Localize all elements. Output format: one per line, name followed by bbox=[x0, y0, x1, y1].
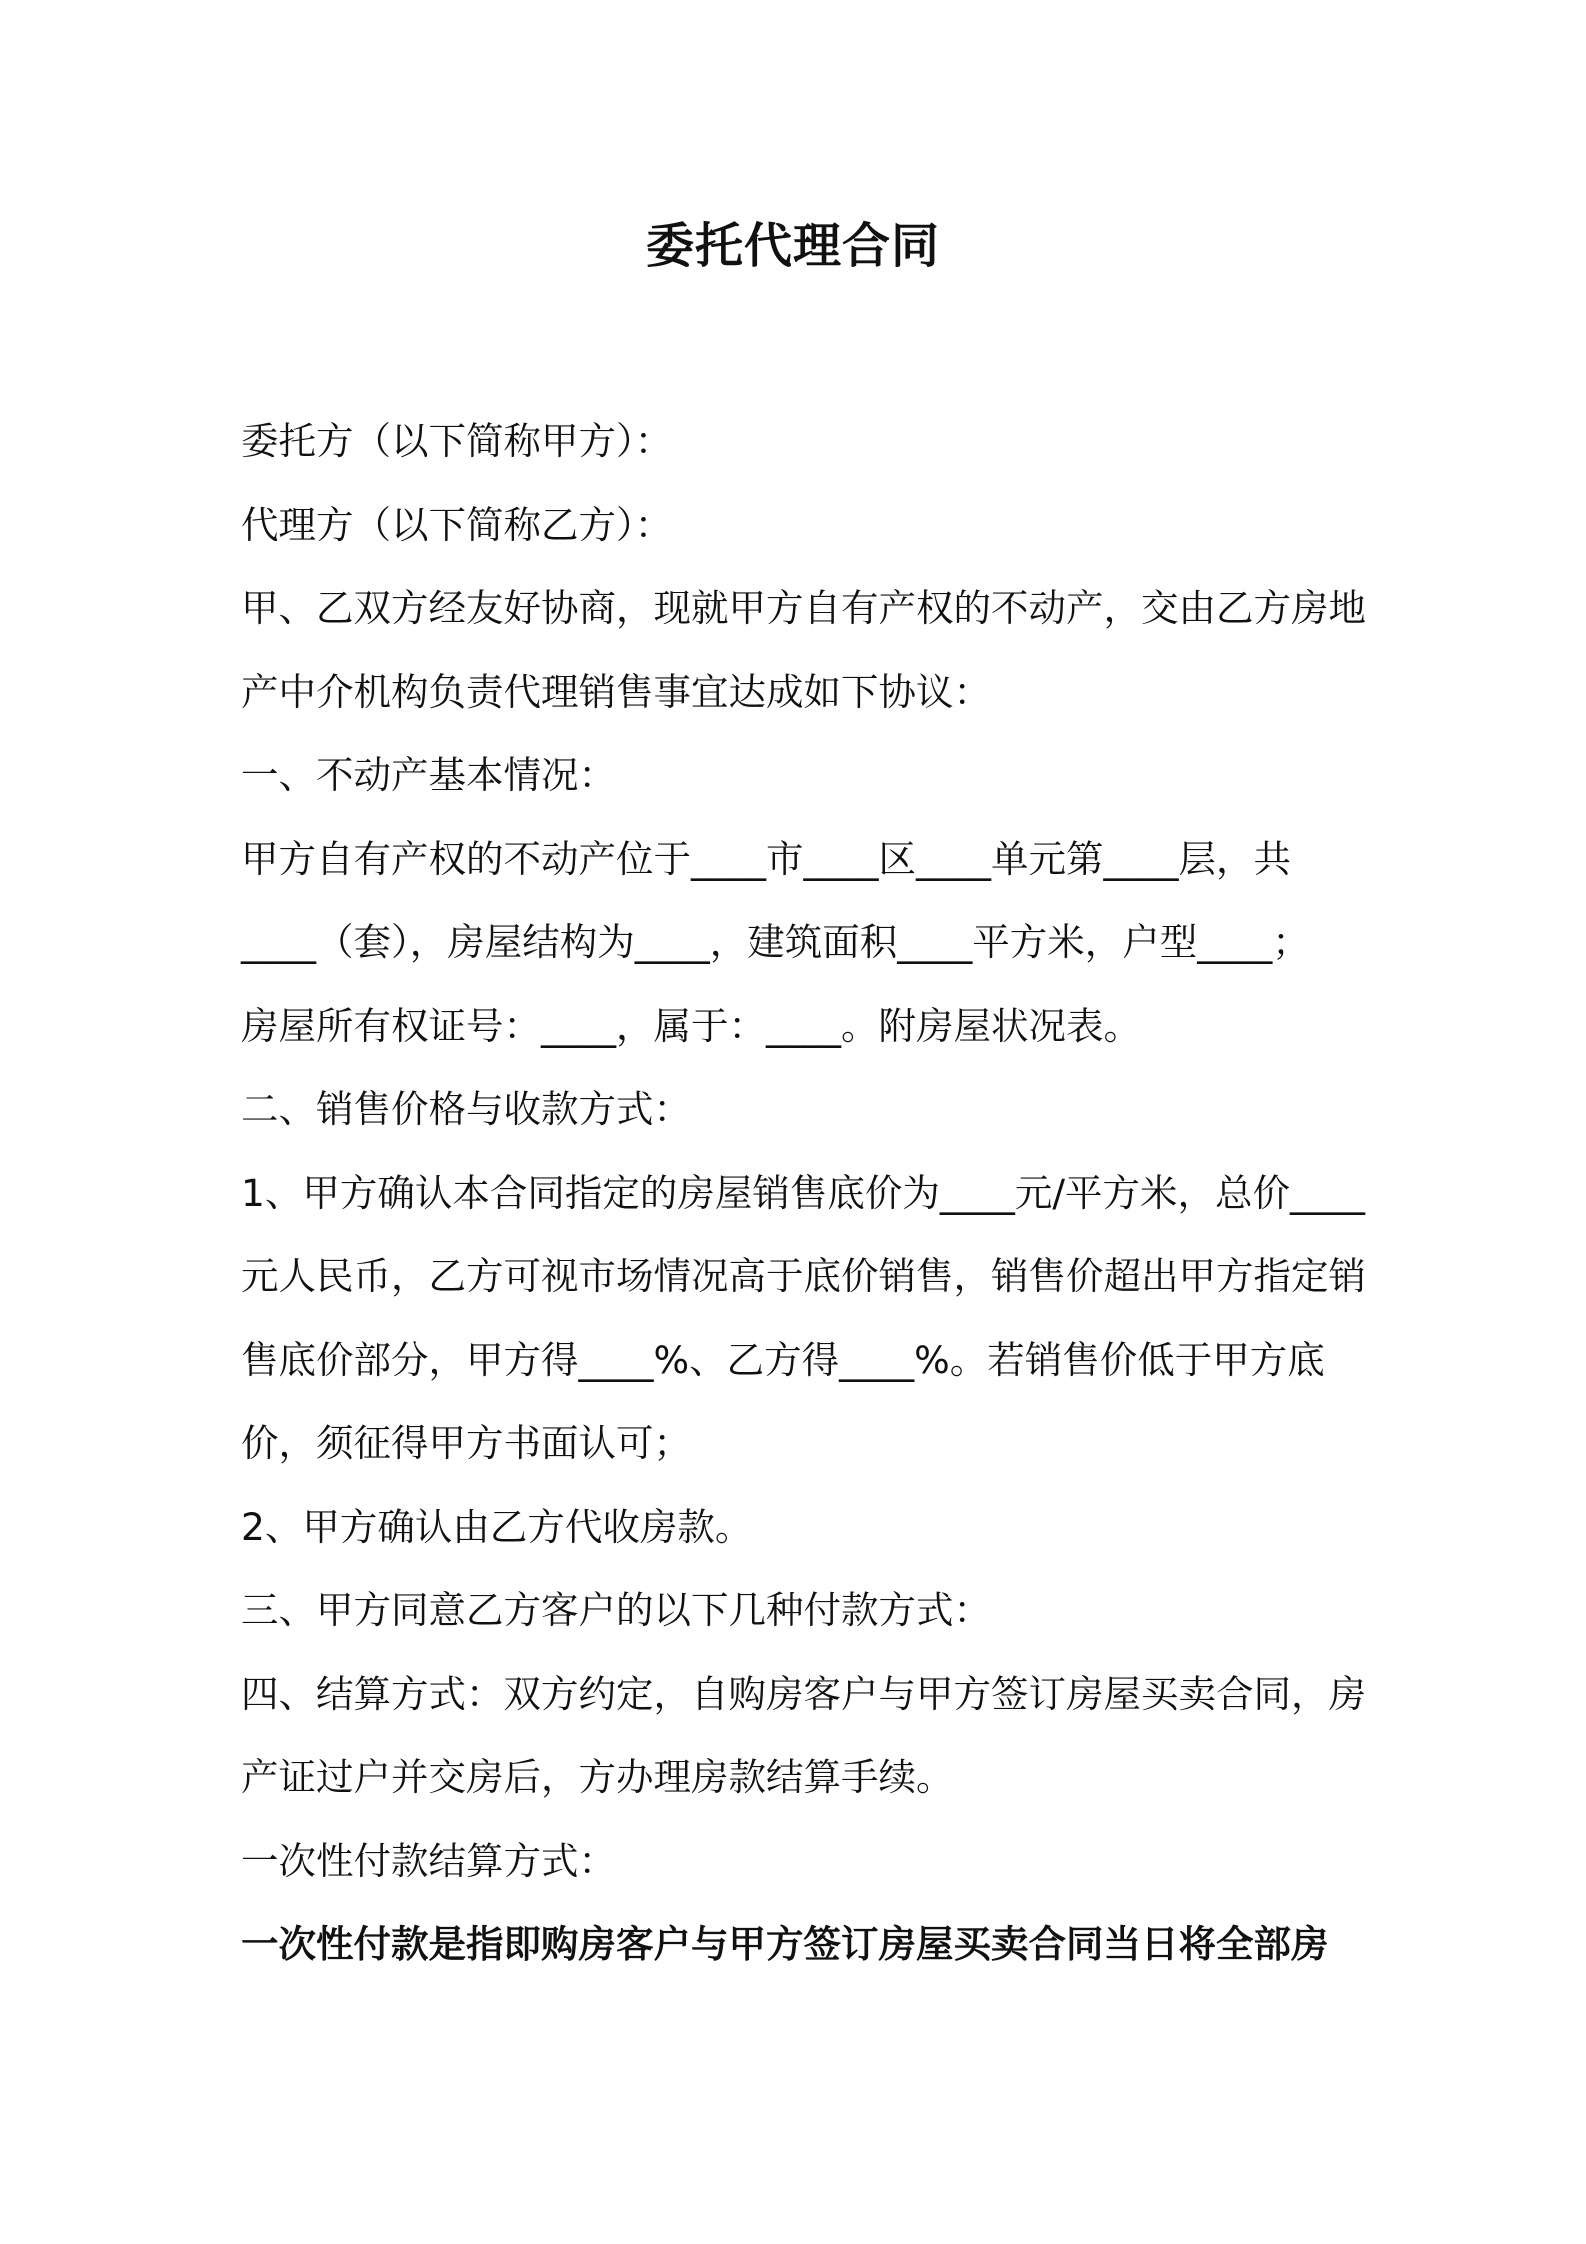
property-line: 房屋所有权证号：____，属于：____。附房屋状况表。 bbox=[241, 1003, 1141, 1048]
price-line: 价，须征得甲方书面认可； bbox=[241, 1421, 691, 1465]
payment-line: 2、甲方确认由乙方代收房款。 bbox=[241, 1504, 753, 1549]
section-heading: 二、销售价格与收款方式： bbox=[241, 1087, 691, 1131]
property-line: 甲方自有产权的不动产位于____市____区____单元第____层，共 bbox=[241, 836, 1291, 881]
property-line: ____（套），房屋结构为____，建筑面积____平方米，户型____； bbox=[241, 920, 1310, 964]
clause-agent: 代理方（以下简称乙方）： bbox=[241, 502, 673, 547]
settlement-line: 产证过户并交房后，方办理房款结算手续。 bbox=[241, 1755, 954, 1799]
price-line: 售底价部分，甲方得____%、乙方得____%。若销售价低于甲方底 bbox=[241, 1337, 1325, 1382]
price-line: 元人民币，乙方可视市场情况高于底价销售，销售价超出甲方指定销 bbox=[241, 1254, 1366, 1298]
subheading: 一次性付款结算方式： bbox=[241, 1838, 616, 1883]
intro-line: 产中介机构负责代理销售事宜达成如下协议： bbox=[241, 669, 991, 714]
lump-sum-line: 一次性付款是指即购房客户与甲方签订房屋买卖合同当日将全部房 bbox=[241, 1922, 1329, 1966]
intro-line: 甲、乙双方经友好协商，现就甲方自有产权的不动产，交由乙方房地 bbox=[241, 586, 1366, 630]
clause-client: 委托方（以下简称甲方）： bbox=[241, 419, 673, 463]
section-heading: 一、不动产基本情况： bbox=[241, 753, 616, 797]
section-heading: 三、甲方同意乙方客户的以下几种付款方式： bbox=[241, 1588, 991, 1632]
document-body bbox=[241, 400, 1366, 1987]
price-line: 1、甲方确认本合同指定的房屋销售底价为____元/平方米，总价____ bbox=[241, 1170, 1365, 1215]
document-title: 委托代理合同 bbox=[645, 218, 940, 274]
settlement-line: 四、结算方式：双方约定，自购房客户与甲方签订房屋买卖合同，房 bbox=[241, 1671, 1366, 1716]
